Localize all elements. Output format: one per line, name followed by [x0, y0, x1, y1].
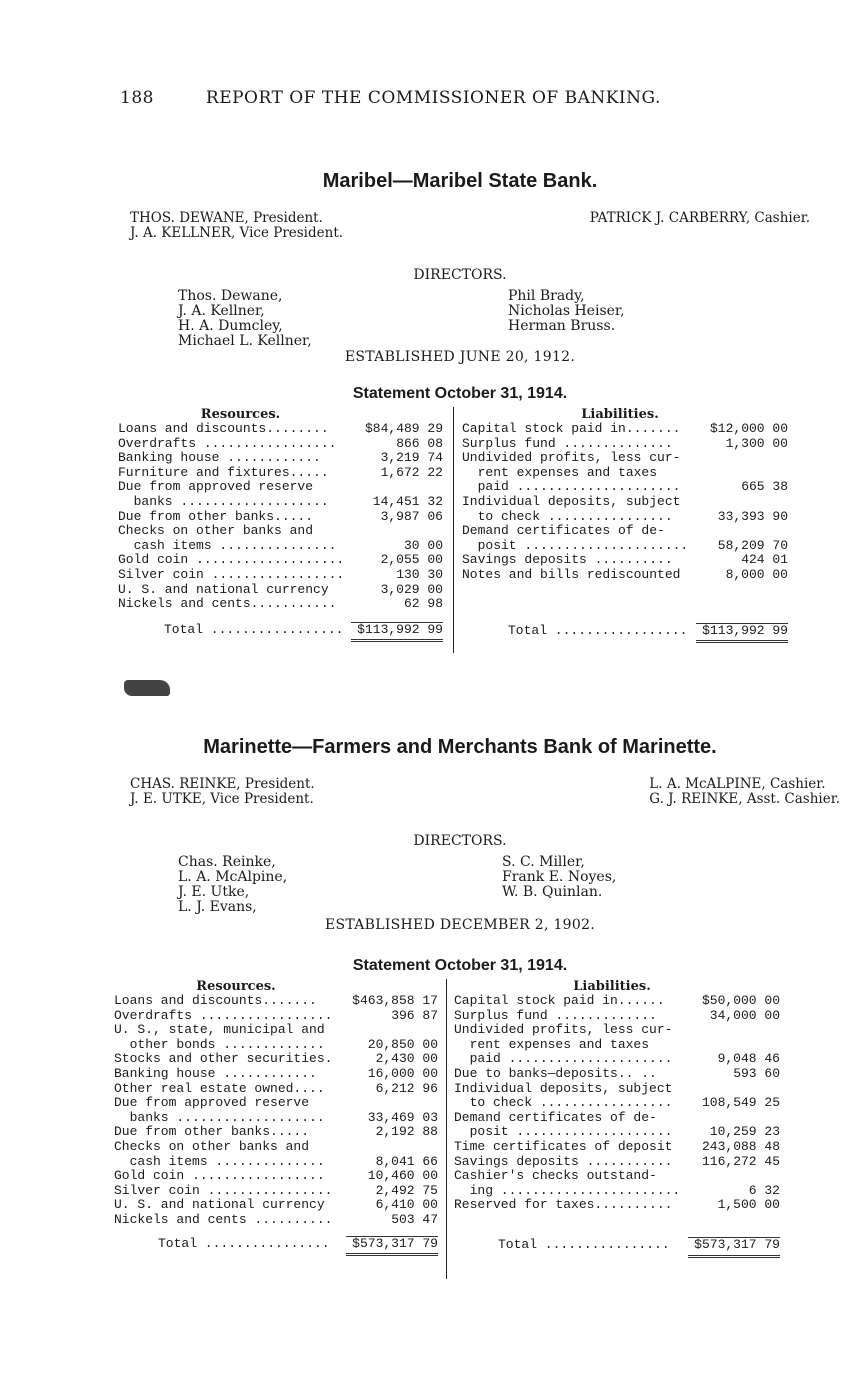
ledger-item-amount: 9,048 46: [717, 1051, 780, 1067]
ledger-row: [462, 539, 788, 554]
ledger-row: [118, 480, 443, 495]
ledger-row: [114, 1155, 438, 1170]
bank-section-marinette: [110, 736, 840, 1289]
ledger-row: [462, 524, 788, 539]
directors-heading: DIRECTORS.: [413, 267, 507, 283]
officers: [110, 776, 840, 817]
ledger-row: [454, 1169, 780, 1184]
resources-heading: Resources.: [196, 979, 276, 994]
directors-heading: DIRECTORS.: [413, 833, 507, 849]
ledger-item-amount: [348, 1023, 438, 1038]
ledger-item-label: Banking house ............: [118, 451, 321, 466]
ledger-item-amount: 665 38: [741, 479, 788, 495]
officer-president: CHAS. REINKE, President.: [130, 776, 315, 792]
ledger-item-amount: 2,055 00: [380, 552, 443, 568]
ledger-item-amount: 14,451 32: [372, 493, 443, 509]
ledger-row: [114, 1125, 438, 1140]
ledger-item-amount: 243,088 48: [701, 1138, 780, 1154]
ledger-item-amount: [690, 1023, 780, 1038]
directors-right: [502, 855, 616, 900]
total-label: Total ................: [498, 1237, 670, 1252]
ledger-item-label: U. S., state, municipal and: [114, 1023, 325, 1038]
total-amount: $113,992 99: [702, 622, 788, 638]
ledger-item-label: Individual deposits, subject: [454, 1081, 673, 1096]
director: L. A. McAlpine,: [178, 869, 288, 885]
liabilities-total-row: [454, 1238, 780, 1253]
ledger-item-label: Gold coin .................: [114, 1169, 325, 1184]
ledger-row: [118, 597, 443, 612]
ledger-row: [454, 1155, 780, 1170]
director: Frank E. Noyes,: [502, 869, 617, 885]
ledger-item-label: Overdrafts .................: [114, 1008, 333, 1023]
ledger-item-amount: 2,492 75: [375, 1182, 438, 1198]
ledger-item-label: Savings deposits ...........: [454, 1154, 673, 1169]
director: J. E. Utke,: [178, 884, 250, 900]
ledger-row: [462, 437, 788, 452]
ledger-row: [114, 1169, 438, 1184]
resources-total-row: [118, 623, 443, 638]
ledger-item-label: rent expenses and taxes: [454, 1037, 650, 1052]
ledger-item-label: Demand certificates of de-: [454, 1110, 657, 1125]
ledger-item-amount: $50,000 00: [701, 993, 780, 1008]
ledger-row: [462, 422, 788, 437]
ledger-item-label: U. S. and national currency: [118, 582, 329, 597]
director: Herman Bruss.: [508, 318, 616, 334]
ledger-row: [114, 1198, 438, 1213]
ledger-item-label: ing .......................: [454, 1183, 681, 1198]
ledger-row: [454, 1096, 780, 1111]
liabilities-heading: Liabilities.: [573, 979, 651, 994]
officer-president: THOS. DEWANE, President.: [130, 210, 323, 226]
director: Phil Brady,: [508, 288, 585, 304]
total-label: Total .................: [508, 623, 688, 638]
ledger-row: [114, 1140, 438, 1155]
resources-total-row: [114, 1237, 438, 1252]
ledger-row: [454, 1009, 780, 1024]
ledger-item-amount: 16,000 00: [367, 1065, 438, 1081]
director: H. A. Dumcley,: [178, 318, 283, 334]
ledger-row: [118, 422, 443, 437]
ledger-item-label: Loans and discounts.......: [114, 994, 317, 1008]
officer-cashier: PATRICK J. CARBERRY, Cashier.: [589, 210, 810, 226]
ledger-row: [454, 1125, 780, 1140]
ledger-item-amount: [348, 1096, 438, 1111]
established-date: ESTABLISHED JUNE 20, 1912.: [344, 349, 576, 365]
ledger-item-label: Furniture and fixtures.....: [118, 465, 329, 480]
ledger-row: [454, 1140, 780, 1155]
ledger-item-amount: 3,029 00: [380, 581, 443, 597]
ledger-item-label: paid .....................: [454, 1052, 673, 1067]
ledger-item-label: banks ...................: [114, 1110, 325, 1125]
ledger-item-amount: [353, 524, 443, 539]
bank-section-maribel: [110, 170, 810, 667]
ledger-item-label: Notes and bills rediscounted: [462, 567, 681, 582]
statement-heading: Statement October 31, 1914.: [352, 957, 568, 974]
ledger-item-amount: 1,300 00: [725, 435, 788, 451]
ledger-item-amount: [698, 451, 788, 466]
column-divider: [446, 979, 447, 1279]
ledger-item-label: Due to banks—deposits.. ..: [454, 1066, 657, 1081]
ledger-item-amount: 33,469 03: [367, 1109, 438, 1125]
directors-right: [508, 289, 625, 334]
ledger-item-amount: 58,209 70: [717, 537, 788, 553]
ledger-row: [118, 510, 443, 525]
double-rule: [346, 1253, 438, 1256]
ledger-row: [118, 451, 443, 466]
officers-right: [649, 777, 840, 807]
ink-smudge: [124, 680, 170, 696]
ledger-row: [462, 553, 788, 568]
ledger-item-amount: 116,272 45: [701, 1153, 780, 1169]
ledger-item-label: posit .....................: [462, 538, 689, 553]
ledger-row: [114, 1111, 438, 1126]
ledger-item-amount: 10,259 23: [709, 1124, 780, 1140]
ledger-item-label: Due from approved reserve: [118, 480, 314, 495]
ledger-item-amount: 2,430 00: [375, 1051, 438, 1067]
ledger-item-label: Surplus fund .............: [454, 1008, 657, 1023]
ledger-row: [454, 1023, 780, 1038]
ledger-item-label: to check ................: [462, 509, 673, 524]
ledger-row: [114, 1023, 438, 1038]
ledger-item-label: to check .................: [454, 1096, 673, 1111]
ledger-row: [114, 1082, 438, 1097]
ledger-item-amount: [690, 1111, 780, 1126]
ledger-item-amount: 10,460 00: [367, 1168, 438, 1184]
ledger-item-label: Capital stock paid in.......: [462, 422, 681, 436]
liabilities-rows: [454, 994, 780, 1213]
ledger-item-label: Due from other banks.....: [114, 1125, 310, 1140]
officers-right: [590, 211, 810, 226]
director: L. J. Evans,: [178, 899, 257, 915]
ledger-item-amount: 3,987 06: [380, 508, 443, 524]
ledger-item-amount: 30 00: [403, 537, 443, 553]
director: Chas. Reinke,: [178, 854, 276, 870]
ledger-item-label: paid .....................: [462, 480, 681, 495]
ledger-item-amount: 1,500 00: [717, 1197, 780, 1213]
column-divider: [453, 407, 454, 653]
double-rule: [351, 639, 443, 642]
ledger-row: [114, 1184, 438, 1199]
ledger-item-label: Silver coin ................: [114, 1183, 333, 1198]
ledger-row: [114, 1213, 438, 1228]
resources-heading: Resources.: [200, 407, 281, 422]
ledger-row: [118, 553, 443, 568]
ledger-item-label: Other real estate owned....: [114, 1081, 325, 1096]
bank-title: Maribel—Maribel State Bank.: [322, 170, 598, 192]
director: J. A. Kellner,: [178, 303, 265, 319]
ledger-item-amount: 8,041 66: [375, 1153, 438, 1169]
resources-rows: [114, 994, 438, 1228]
liabilities-total-row: [462, 624, 788, 639]
balance-sheet: [110, 979, 810, 1289]
director: Nicholas Heiser,: [508, 303, 625, 319]
ledger-item-amount: [690, 1169, 780, 1184]
officer-cashier: L. A. McALPINE, Cashier.: [649, 776, 826, 792]
ledger-item-label: Demand certificates of de-: [462, 524, 665, 539]
liabilities-column: [462, 407, 788, 643]
ledger-item-amount: 8,000 00: [725, 566, 788, 582]
ledger-row: [462, 480, 788, 495]
liabilities-column: [454, 979, 780, 1258]
ledger-item-label: Loans and discounts........: [118, 422, 329, 436]
ledger-item-label: Reserved for taxes..........: [454, 1198, 673, 1213]
officers-left: [130, 211, 343, 241]
ledger-row: [462, 495, 788, 510]
double-rule: [696, 640, 788, 643]
ledger-item-amount: [348, 1140, 438, 1155]
ledger-row: [118, 539, 443, 554]
ledger-item-amount: 866 08: [396, 435, 443, 451]
ledger-row: [462, 568, 788, 583]
ledger-row: [114, 994, 438, 1009]
ledger-item-amount: 108,549 25: [701, 1095, 780, 1111]
ledger-item-amount: 20,850 00: [367, 1036, 438, 1052]
director: Thos. Dewane,: [178, 288, 283, 304]
ledger-row: [114, 1052, 438, 1067]
directors-list: [110, 849, 810, 915]
total-label: Total .................: [164, 622, 344, 637]
statement-heading: Statement October 31, 1914.: [352, 385, 568, 402]
director: S. C. Miller,: [502, 854, 585, 870]
total-amount: $573,317 79: [694, 1236, 780, 1252]
ledger-row: [454, 1198, 780, 1213]
ledger-item-amount: [353, 480, 443, 495]
directors-left: [178, 855, 287, 915]
ledger-item-label: Overdrafts .................: [118, 436, 337, 451]
ledger-item-label: Nickels and cents...........: [118, 597, 337, 612]
ledger-item-label: Undivided profits, less cur-: [454, 1023, 673, 1038]
ledger-item-amount: 593 60: [733, 1065, 780, 1081]
bank-title: Marinette—Farmers and Merchants Bank of Marinette.: [203, 736, 717, 758]
ledger-item-label: Nickels and cents ..........: [114, 1212, 333, 1227]
ledger-item-label: Stocks and other securities.: [114, 1052, 333, 1067]
ledger-item-label: Undivided profits, less cur-: [462, 451, 681, 466]
officer-asst-cashier: G. J. REINKE, Asst. Cashier.: [649, 791, 840, 807]
directors-left: [178, 289, 312, 349]
officer-vice-president: J. A. KELLNER, Vice President.: [130, 225, 344, 241]
ledger-item-amount: 503 47: [391, 1211, 438, 1227]
ledger-item-amount: 2,192 88: [375, 1124, 438, 1140]
ledger-item-label: Due from other banks.....: [118, 509, 314, 524]
ledger-item-amount: [690, 1038, 780, 1053]
ledger-item-label: posit ....................: [454, 1125, 673, 1140]
director: Michael L. Kellner,: [178, 333, 312, 349]
ledger-row: [454, 994, 780, 1009]
ledger-item-label: Checks on other banks and: [114, 1139, 310, 1154]
ledger-row: [462, 466, 788, 481]
ledger-item-amount: 33,393 90: [717, 508, 788, 524]
ledger-item-amount: 6 32: [748, 1182, 780, 1198]
liabilities-heading: Liabilities.: [581, 407, 659, 422]
total-amount: $113,992 99: [357, 621, 443, 637]
ledger-item-label: Cashier's checks outstand-: [454, 1169, 657, 1184]
ledger-row: [114, 1067, 438, 1082]
ledger-row: [454, 1052, 780, 1067]
ledger-item-amount: 62 98: [403, 596, 443, 612]
ledger-item-amount: [698, 466, 788, 481]
ledger-item-label: banks ...................: [118, 494, 329, 509]
resources-column: [114, 979, 438, 1256]
ledger-row: [118, 495, 443, 510]
balance-sheet: [110, 407, 810, 667]
ledger-item-label: Due from approved reserve: [114, 1096, 310, 1111]
resources-rows: [118, 422, 443, 612]
ledger-item-amount: 34,000 00: [709, 1007, 780, 1023]
ledger-item-amount: $84,489 29: [364, 421, 443, 436]
ledger-row: [454, 1038, 780, 1053]
liabilities-rows: [462, 422, 788, 583]
ledger-item-label: Banking house ............: [114, 1066, 317, 1081]
ledger-row: [454, 1111, 780, 1126]
ledger-item-label: Savings deposits ..........: [462, 553, 673, 568]
ledger-row: [118, 583, 443, 598]
ledger-item-amount: $463,858 17: [352, 993, 438, 1008]
ledger-item-amount: 424 01: [741, 552, 788, 568]
ledger-row: [118, 524, 443, 539]
ledger-item-label: Time certificates of deposit: [454, 1139, 673, 1154]
resources-column: [118, 407, 443, 642]
ledger-item-amount: [698, 524, 788, 539]
ledger-row: [114, 1096, 438, 1111]
ledger-row: [462, 451, 788, 466]
ledger-item-amount: 130 30: [396, 566, 443, 582]
ledger-row: [454, 1082, 780, 1097]
directors-list: [110, 283, 810, 349]
officers: [110, 211, 810, 251]
ledger-item-amount: 3,219 74: [380, 450, 443, 466]
ledger-row: [454, 1184, 780, 1199]
ledger-row: [118, 466, 443, 481]
ledger-row: [454, 1067, 780, 1082]
officer-vice-president: J. E. UTKE, Vice President.: [130, 791, 314, 807]
ledger-item-amount: 6,212 96: [375, 1080, 438, 1096]
double-rule: [688, 1255, 780, 1258]
ledger-item-amount: 396 87: [391, 1007, 438, 1023]
ledger-item-label: cash items ...............: [118, 538, 337, 553]
established-date: ESTABLISHED DECEMBER 2, 1902.: [324, 917, 596, 933]
running-title: REPORT OF THE COMMISSIONER OF BANKING.: [205, 88, 661, 108]
ledger-item-label: cash items ..............: [114, 1154, 325, 1169]
ledger-item-label: U. S. and national currency: [114, 1198, 325, 1213]
total-label: Total ................: [158, 1236, 330, 1251]
ledger-row: [114, 1038, 438, 1053]
ledger-item-amount: $12,000 00: [709, 421, 788, 436]
ledger-row: [118, 568, 443, 583]
ledger-item-label: other bonds .............: [114, 1037, 325, 1052]
ledger-item-label: Surplus fund ..............: [462, 436, 673, 451]
total-amount: $573,317 79: [352, 1235, 438, 1251]
page-number: 188: [120, 88, 154, 108]
ledger-row: [114, 1009, 438, 1024]
ledger-item-label: rent expenses and taxes: [462, 465, 658, 480]
ledger-row: [118, 437, 443, 452]
ledger-item-amount: 1,672 22: [380, 464, 443, 480]
ledger-item-label: Individual deposits, subject: [462, 494, 681, 509]
ledger-item-amount: [690, 1082, 780, 1097]
ledger-item-label: Gold coin ...................: [118, 553, 345, 568]
ledger-item-label: Silver coin .................: [118, 567, 345, 582]
officers-left: [130, 777, 315, 807]
director: W. B. Quinlan.: [502, 884, 603, 900]
ledger-item-amount: 6,410 00: [375, 1197, 438, 1213]
ledger-item-label: Capital stock paid in......: [454, 994, 665, 1008]
ledger-item-amount: [698, 495, 788, 510]
page-header: [120, 88, 760, 108]
ledger-item-label: Checks on other banks and: [118, 524, 314, 539]
ledger-row: [462, 510, 788, 525]
